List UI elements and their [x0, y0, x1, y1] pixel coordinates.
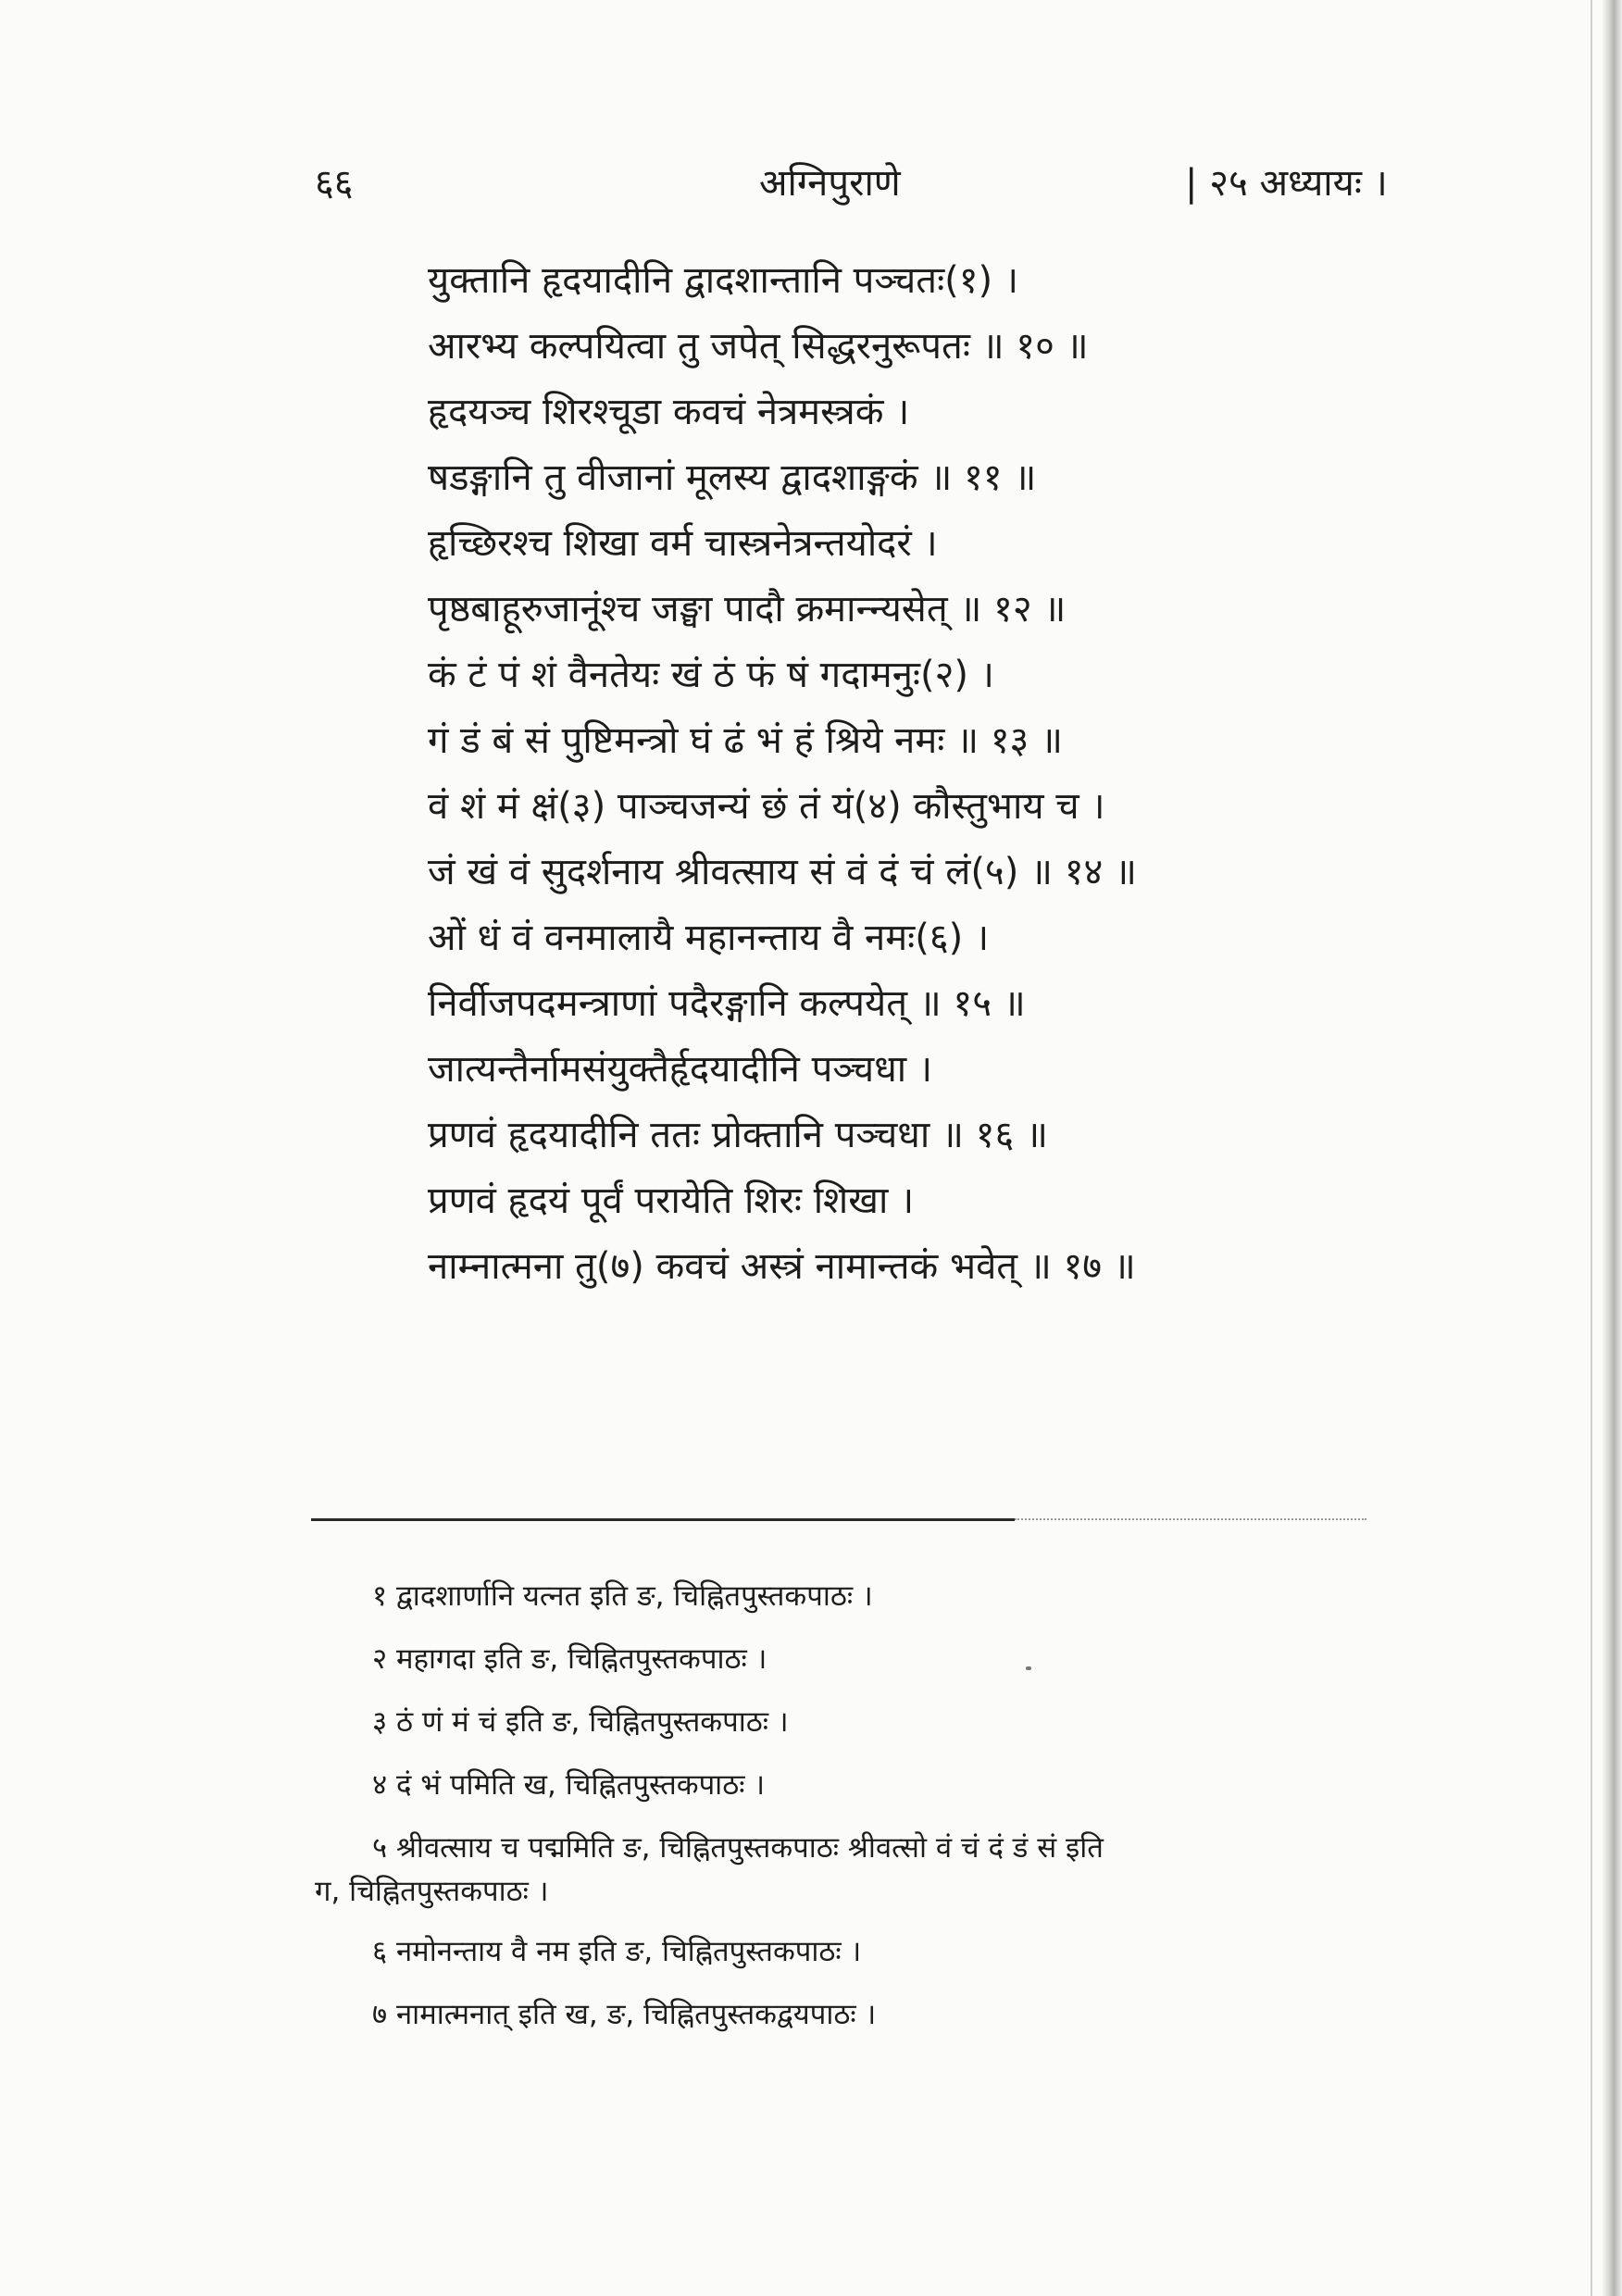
footnote: ३ ठं णं मं चं इति ङ, चिह्नितपुस्तकपाठः ।: [372, 1705, 789, 1739]
verse-line: षडङ्गानि तु वीजानां मूलस्य द्वादशाङ्गकं ॥ ११ ॥: [428, 456, 1037, 499]
footnote: १ द्वादशार्णानि यत्नत इति ङ, चिह्नितपुस्तकपाठः ।: [372, 1579, 873, 1613]
footnote-continuation: ग, चिह्नितपुस्तकपाठः ।: [315, 1875, 549, 1908]
scan-edge-line: [1591, 0, 1592, 2296]
page-header: [315, 156, 1444, 211]
footnote-separator-faint: [1015, 1518, 1366, 1520]
footnote: ७ नामात्मनात् इति ख, ङ, चिह्नितपुस्तकद्वयपाठः ।: [372, 1998, 877, 2031]
scan-speck: [1026, 1666, 1031, 1670]
verse-line: वं शं मं क्षं(३) पाञ्चजन्यं छं तं यं(४) कौस्तुभाय च ।: [428, 785, 1105, 828]
verse-block: [428, 248, 1354, 1300]
footnote: ६ नमोनन्ताय वै नम इति ङ, चिह्नितपुस्तकपाठः ।: [372, 1935, 862, 1968]
verse-line: हृच्छिरश्च शिखा वर्म चास्त्रनेत्रन्तयोदरं ।: [428, 522, 938, 565]
footnote: २ महागदा इति ङ, चिह्नितपुस्तकपाठः ।: [372, 1642, 767, 1676]
running-title: अग्निपुराणे: [759, 162, 901, 205]
verse-line: गं डं बं सं पुष्टिमन्त्रो घं ढं भं हं श्रिये नमः ॥ १३ ॥: [428, 719, 1064, 762]
footnote: ५ श्रीवत्साय च पद्ममिति ङ, चिह्नितपुस्तकपाठः श्रीवत्सो वं चं दं डं सं इति: [372, 1831, 1104, 1865]
verse-line: जं खं वं सुदर्शनाय श्रीवत्साय सं वं दं चं लं(५) ॥ १४ ॥: [428, 851, 1137, 893]
scan-edge-shadow: [1602, 0, 1622, 2296]
verse-line: प्रणवं हृदयं पूर्वं परायेति शिरः शिखा ।: [428, 1179, 915, 1222]
verse-line: पृष्ठबाहूरुजानूंश्च जङ्घा पादौ क्रमान्न्यसेत् ॥ १२ ॥: [428, 588, 1067, 630]
chapter-label: | २५ अध्यायः ।: [1185, 162, 1388, 205]
footnote-separator-rule: [311, 1518, 1015, 1521]
verse-line: युक्तानि हृदयादीनि द्वादशान्तानि पञ्चतः(१) ।: [428, 259, 1019, 302]
verse-line: ओं धं वं वनमालायै महानन्ताय वै नमः(६) ।: [428, 917, 990, 959]
verse-line: जात्यन्तैर्नामसंयुक्तैर्हृदयादीनि पञ्चधा ।: [428, 1048, 933, 1091]
footnotes-block: [315, 1565, 1444, 2046]
page-number: ६६: [315, 162, 354, 205]
verse-line: नाम्नात्मना तु(७) कवचं अस्त्रं नामान्तकं भवेत् ॥ १७ ॥: [428, 1245, 1136, 1288]
footnote: ४ दं भं पमिति ख, चिह्नितपुस्तकपाठः ।: [372, 1768, 766, 1802]
verse-line: निर्वीजपदमन्त्राणां पदैरङ्गानि कल्पयेत् ॥ १५ ॥: [428, 982, 1026, 1025]
verse-line: आरभ्य कल्पयित्वा तु जपेत् सिद्धरनुरूपतः ॥ १० ॥: [428, 325, 1089, 368]
verse-line: कं टं पं शं वैनतेयः खं ठं फं षं गदामनुः(२) ।: [428, 654, 994, 696]
verse-line: प्रणवं हृदयादीनि ततः प्रोक्तानि पञ्चधा ॥ १६ ॥: [428, 1114, 1048, 1156]
verse-line: हृदयञ्च शिरश्चूडा कवचं नेत्रमस्त्रकं ।: [428, 391, 910, 433]
